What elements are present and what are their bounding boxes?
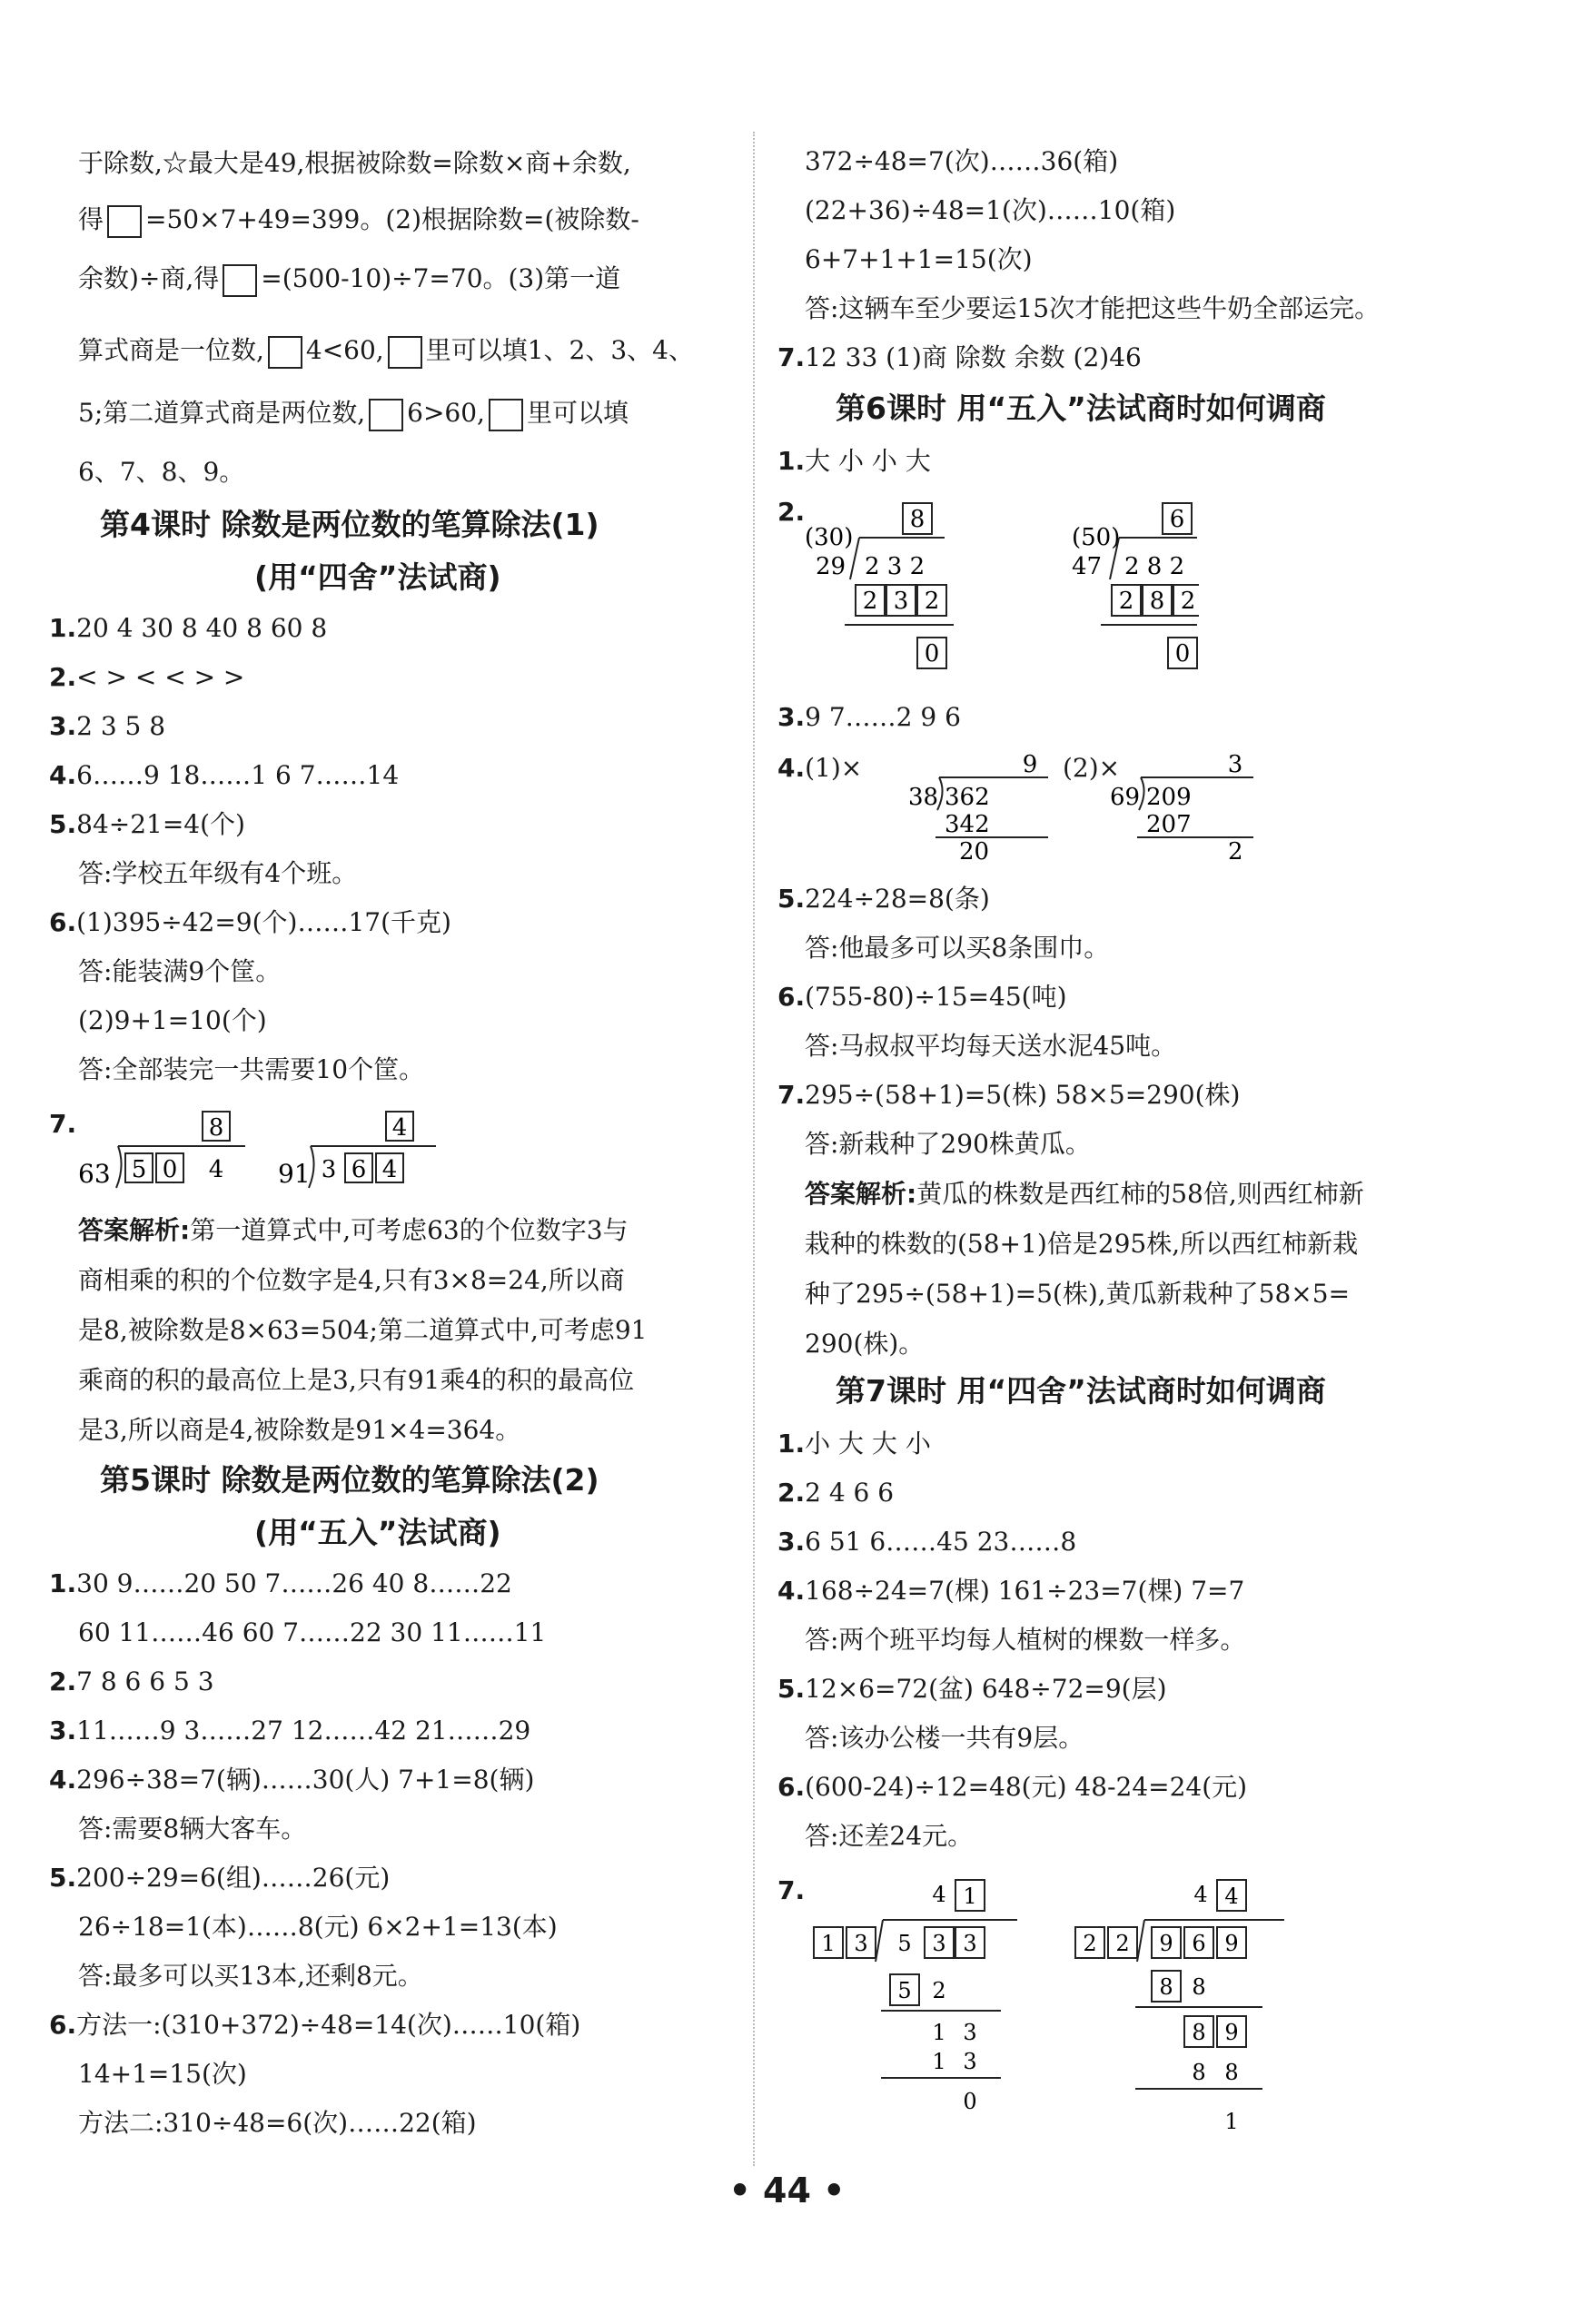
answer-box: [369, 399, 403, 431]
svg-text:5: 5: [897, 1978, 912, 2003]
l6-item-5: 5.224÷28=8(条): [777, 884, 990, 914]
svg-text:3: 3: [963, 2049, 977, 2074]
l4-q7a-divisor: 63: [78, 1159, 111, 1189]
lesson4-subtitle: (用“四舍”法试商): [254, 559, 501, 595]
l5-item-8: 26÷18=1(本)……8(元) 6×2+1=13(本): [78, 1912, 558, 1942]
svg-text:4: 4: [932, 1882, 946, 1907]
l7-item-6: 6.(600-24)÷12=48(元) 48-24=24(元): [777, 1772, 1248, 1802]
l6-item-7: 7.295÷(58+1)=5(株) 58×5=290(株): [777, 1080, 1241, 1110]
l6-q2-division-figure: [799, 498, 1199, 688]
svg-text:8: 8: [1224, 2060, 1239, 2085]
l6-item-5-ans: 答:他最多可以买8条围巾。: [805, 933, 1110, 963]
svg-text:4: 4: [381, 1156, 398, 1183]
l5-item-2: 60 11……46 60 7……22 30 11……11: [78, 1617, 547, 1647]
svg-text:6: 6: [1192, 1931, 1206, 1956]
svg-text:3: 3: [932, 1931, 946, 1956]
svg-text:5: 5: [131, 1156, 147, 1183]
l7-item-1: 1.小 大 大 小: [777, 1429, 931, 1459]
svg-text:1: 1: [1224, 2109, 1239, 2134]
intro-line-2: 得 =50×7+49=399。(2)根据除数=(被除数-: [78, 202, 639, 238]
svg-text:362: 362: [945, 784, 990, 811]
l7-item-5-ans: 答:该办公楼一共有9层。: [805, 1723, 1084, 1753]
l5-item-10: 6.方法一:(310+372)÷48=14(次)……10(箱): [49, 2010, 581, 2040]
svg-text:5: 5: [897, 1931, 912, 1956]
l5-item-1: 1.30 9……20 50 7……26 40 8……22: [49, 1568, 512, 1598]
l5-item-12: 方法二:310÷48=6(次)……22(箱): [78, 2108, 477, 2138]
intro-line-6: 6、7、8、9。: [78, 457, 245, 487]
l6-explain-2: 栽种的株数的(58+1)倍是295株,所以西红柿新栽: [805, 1229, 1359, 1259]
answer-box: [489, 399, 523, 431]
intro-line-5: 5;第二道算式商是两位数, 6>60, 里可以填: [78, 395, 629, 431]
svg-text:2: 2: [924, 588, 940, 615]
svg-text:6: 6: [351, 1156, 367, 1183]
svg-text:209: 209: [1146, 784, 1192, 811]
l5-item-4: 3.11……9 3……27 12……42 21……29: [49, 1716, 531, 1745]
l4-explain-5: 是3,所以商是4,被除数是91×4=364。: [78, 1415, 521, 1445]
l6-q2b-divisor: 47: [1072, 553, 1103, 580]
lesson5-title: 第5课时 除数是两位数的笔算除法(2): [100, 1462, 599, 1498]
l5-item-3: 2.7 8 6 6 5 3: [49, 1666, 214, 1696]
svg-text:2: 2: [1180, 588, 1196, 615]
intro-line-4: 算式商是一位数, 4<60, 里可以填1、2、3、4、: [78, 332, 694, 369]
l6-q2b-hint: (50): [1072, 524, 1121, 551]
l6-q2a-divisor: 29: [816, 553, 846, 580]
svg-text:8: 8: [1192, 1974, 1206, 2000]
l4-item-4: 4.6……9 18……1 6 7……14: [49, 760, 400, 790]
r-top-2: (22+36)÷48=1(次)……10(箱): [805, 195, 1176, 225]
l6-item-6: 6.(755-80)÷15=45(吨): [777, 982, 1067, 1012]
l6-q4-division-figure: [899, 747, 1299, 865]
l4-item-7: 6.(1)395÷42=9(个)……17(千克): [49, 907, 451, 937]
svg-text:0: 0: [963, 2089, 977, 2114]
answer-box: [388, 336, 422, 369]
l4-item-8: 答:能装满9个筐。: [78, 956, 282, 986]
l6-item-3: 3.9 7……2 9 6: [777, 702, 961, 732]
l6-q4-label: 4.(1)×: [777, 753, 863, 783]
l5-item-7: 5.200÷29=6(组)……26(元): [49, 1863, 391, 1893]
svg-text:69: 69: [1110, 784, 1141, 811]
l6-q2a-dividend: 2 3 2: [865, 553, 926, 580]
svg-text:8: 8: [1192, 2060, 1206, 2085]
intro-line-1: 于除数,☆最大是49,根据被除数=除数×商+余数,: [78, 148, 631, 178]
l4-q7b-divisor: 91: [278, 1159, 311, 1189]
r-top-4: 答:这辆车至少要运15次才能把这些牛奶全部运完。: [805, 293, 1381, 323]
l4-q7-num: 7.: [49, 1109, 77, 1139]
svg-text:3: 3: [893, 588, 909, 615]
l5-item-5: 4.296÷38=7(辆)……30(人) 7+1=8(辆): [49, 1765, 535, 1795]
svg-text:8: 8: [909, 506, 926, 533]
svg-text:0: 0: [924, 640, 940, 668]
r-top-1: 372÷48=7(次)……36(箱): [805, 146, 1119, 176]
svg-text:207: 207: [1146, 811, 1192, 838]
l6-q2b-dividend: 2 8 2: [1124, 553, 1185, 580]
l4-item-5: 5.84÷21=4(个): [49, 809, 245, 839]
l4-item-6: 答:学校五年级有4个班。: [78, 858, 358, 888]
svg-text:8: 8: [1159, 1974, 1173, 2000]
svg-text:342: 342: [945, 811, 990, 838]
svg-text:38: 38: [908, 784, 939, 811]
l7-item-4: 4.168÷24=7(棵) 161÷23=7(棵) 7=7: [777, 1576, 1245, 1606]
l4-item-1: 1.20 4 30 8 40 8 60 8: [49, 613, 328, 643]
svg-text:1: 1: [821, 1931, 836, 1956]
l7-item-3: 3.6 51 6……45 23……8: [777, 1527, 1077, 1557]
svg-text:6: 6: [1169, 506, 1185, 533]
lesson6-title: 第6课时 用“五入”法试商时如何调商: [836, 391, 1326, 426]
l4-item-3: 3.2 3 5 8: [49, 711, 166, 741]
svg-text:4: 4: [208, 1156, 224, 1183]
answer-box: [107, 205, 142, 238]
svg-text:4: 4: [1193, 1882, 1208, 1907]
intro-line-3: 余数)÷商,得 =(500-10)÷7=70。(3)第一道: [78, 261, 620, 297]
answer-box: [268, 336, 302, 369]
l7-item-6-ans: 答:还差24元。: [805, 1821, 974, 1851]
l5-item-11: 14+1=15(次): [78, 2059, 247, 2089]
svg-text:0: 0: [162, 1156, 178, 1183]
l6-q2-num: 2.: [777, 497, 806, 527]
svg-text:9: 9: [1022, 751, 1038, 778]
l5-item-6: 答:需要8辆大客车。: [78, 1814, 307, 1844]
l6-explain-4: 290(株)。: [805, 1329, 925, 1359]
l6-q4-label-2: (2)×: [1063, 753, 1121, 783]
answer-box: [223, 264, 257, 297]
l7-item-5: 5.12×6=72(盆) 648÷72=9(层): [777, 1674, 1167, 1704]
r-top-3: 6+7+1+1=15(次): [805, 244, 1033, 274]
svg-text:3: 3: [963, 1931, 977, 1956]
l7-q7-num: 7.: [777, 1875, 806, 1905]
svg-text:1: 1: [932, 2020, 946, 2045]
svg-text:9: 9: [1224, 2020, 1239, 2045]
l4-explain-1: 答案解析:第一道算式中,可考虑63的个位数字3与: [78, 1215, 629, 1245]
l4-item-9: (2)9+1=10(个): [78, 1005, 267, 1035]
svg-text:2: 2: [862, 588, 878, 615]
l4-explain-4: 乘商的积的最高位上是3,只有91乘4的积的最高位: [78, 1365, 635, 1395]
l6-explain-3: 种了295÷(58+1)=5(株),黄瓜新栽种了58×5=: [805, 1279, 1351, 1309]
l7-q7-division-figure: [808, 1874, 1317, 2138]
l4-q7b-quotient: 4: [391, 1114, 408, 1142]
lesson4-title: 第4课时 除数是两位数的笔算除法(1): [100, 507, 599, 542]
column-divider: [753, 132, 755, 2166]
l7-item-2: 2.2 4 6 6: [777, 1478, 895, 1508]
svg-text:1: 1: [932, 2049, 946, 2074]
lesson7-title: 第7课时 用“四舍”法试商时如何调商: [836, 1373, 1326, 1409]
svg-text:3: 3: [854, 1931, 868, 1956]
svg-text:9: 9: [1159, 1931, 1173, 1956]
svg-text:2: 2: [932, 1978, 946, 2003]
l4-explain-2: 商相乘的积的个位数字是4,只有3×8=24,所以商: [78, 1265, 625, 1295]
r-top-5: 7.12 33 (1)商 除数 余数 (2)46: [777, 342, 1142, 372]
l4-explain-3: 是8,被除数是8×63=504;第二道算式中,可考虑91: [78, 1315, 648, 1345]
svg-text:2: 2: [1118, 588, 1134, 615]
l7-item-4-ans: 答:两个班平均每人植树的棵数一样多。: [805, 1625, 1246, 1655]
svg-text:8: 8: [1149, 588, 1165, 615]
svg-text:3: 3: [321, 1156, 337, 1183]
svg-text:2: 2: [1228, 838, 1243, 865]
l4-item-2: 2.< > < < > >: [49, 662, 245, 692]
svg-text:9: 9: [1224, 1931, 1239, 1956]
l6-explain-1: 答案解析:黄瓜的株数是西红柿的58倍,则西红柿新: [805, 1179, 1364, 1209]
l4-item-10: 答:全部装完一共需要10个筐。: [78, 1054, 425, 1084]
svg-text:8: 8: [1192, 2020, 1206, 2045]
svg-text:3: 3: [963, 2020, 977, 2045]
l5-item-9: 答:最多可以买13本,还剩8元。: [78, 1961, 423, 1991]
svg-text:3: 3: [1227, 751, 1243, 778]
svg-text:2: 2: [1083, 1931, 1097, 1956]
svg-text:1: 1: [963, 1884, 977, 1909]
l6-item-6-ans: 答:马叔叔平均每天送水泥45吨。: [805, 1031, 1177, 1061]
svg-text:20: 20: [959, 838, 990, 865]
svg-text:2: 2: [1115, 1931, 1130, 1956]
l6-item-7-ans: 答:新栽种了290株黄瓜。: [805, 1129, 1091, 1159]
page-number: • 44 •: [728, 2171, 846, 2210]
svg-text:4: 4: [1224, 1884, 1239, 1909]
l4-q7-division-figure: [73, 1106, 454, 1197]
l6-item-1: 1.大 小 小 大: [777, 446, 931, 476]
svg-text:0: 0: [1174, 640, 1191, 668]
l4-q7a-quotient: 8: [208, 1114, 224, 1142]
l6-q2a-hint: (30): [805, 524, 854, 551]
lesson5-subtitle: (用“五入”法试商): [254, 1515, 501, 1550]
